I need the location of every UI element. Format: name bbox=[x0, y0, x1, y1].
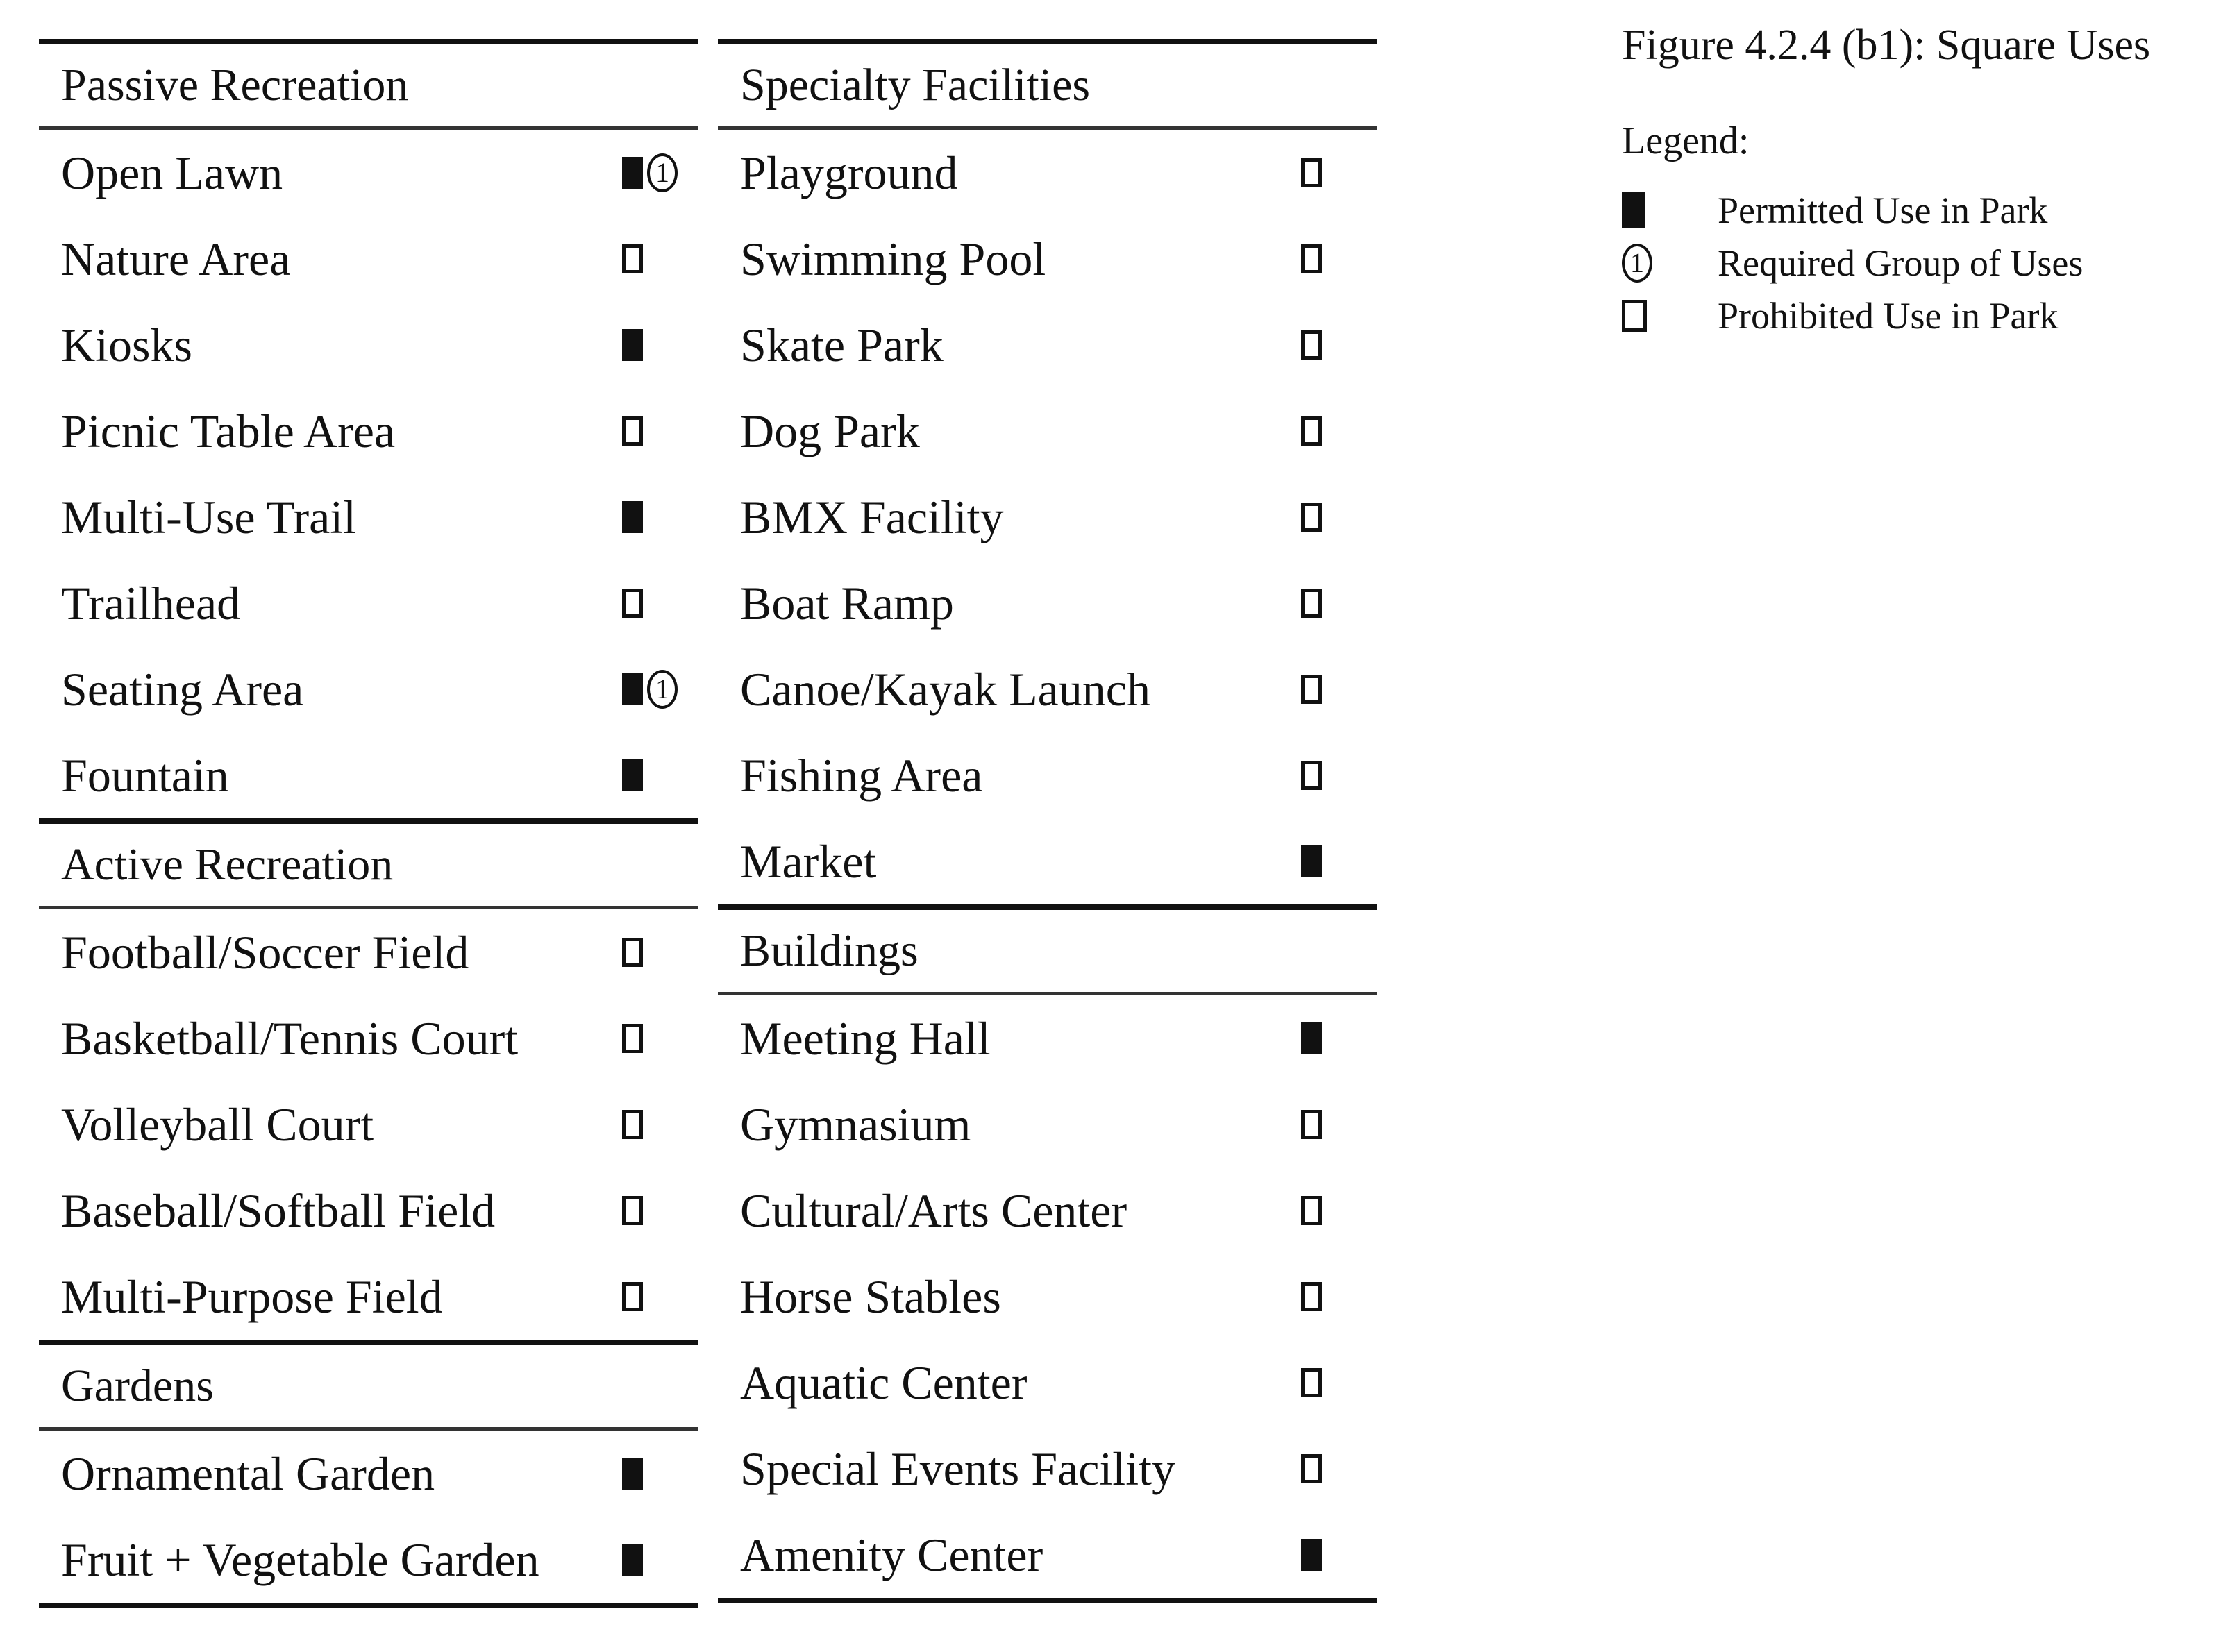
circled-one-icon: 1 bbox=[647, 670, 678, 709]
use-label: Multi-Use Trail bbox=[61, 490, 357, 543]
section-rule bbox=[39, 39, 698, 44]
use-row bbox=[718, 646, 1377, 732]
use-label: Picnic Table Area bbox=[61, 404, 396, 457]
figure-title: Figure 4.2.4 (b1): Square Uses bbox=[1622, 22, 2151, 69]
use-label: Volleyball Court bbox=[61, 1097, 374, 1151]
empty-square-icon bbox=[622, 1282, 643, 1311]
use-status bbox=[622, 1024, 698, 1053]
use-row bbox=[718, 732, 1377, 818]
middle-column bbox=[718, 39, 1377, 1603]
section-title-specialty-facilities: Specialty Facilities bbox=[740, 60, 1091, 110]
legend-label: Required Group of Uses bbox=[1718, 242, 2084, 284]
filled-square-icon bbox=[1301, 845, 1322, 877]
passive-recreation-list bbox=[39, 130, 698, 818]
use-status bbox=[622, 501, 698, 533]
use-status bbox=[1301, 1196, 1377, 1225]
use-status bbox=[1301, 845, 1377, 877]
use-label: Fruit + Vegetable Garden bbox=[61, 1533, 539, 1586]
use-status bbox=[622, 589, 698, 618]
section-rule bbox=[39, 1340, 698, 1345]
use-status bbox=[1301, 1110, 1377, 1139]
section-rule bbox=[39, 818, 698, 824]
use-label: Seating Area bbox=[61, 662, 304, 716]
use-label: Open Lawn bbox=[61, 146, 283, 199]
empty-square-icon bbox=[1301, 330, 1322, 360]
use-row bbox=[718, 1168, 1377, 1254]
use-status bbox=[622, 1282, 698, 1311]
empty-square-icon bbox=[622, 938, 643, 967]
empty-square-icon bbox=[1301, 761, 1322, 790]
buildings-list bbox=[718, 995, 1377, 1598]
use-label: Trailhead bbox=[61, 576, 241, 630]
use-status bbox=[1301, 1454, 1377, 1483]
use-label: Horse Stables bbox=[740, 1270, 1001, 1323]
use-row bbox=[39, 1431, 698, 1517]
use-row bbox=[39, 995, 698, 1081]
empty-square-icon bbox=[622, 244, 643, 273]
use-label: Football/Soccer Field bbox=[61, 925, 469, 979]
empty-square-icon bbox=[1301, 1454, 1322, 1483]
use-label: Cultural/Arts Center bbox=[740, 1183, 1127, 1237]
use-status bbox=[1301, 1282, 1377, 1311]
use-row bbox=[39, 1168, 698, 1254]
use-label: Swimming Pool bbox=[740, 232, 1046, 285]
use-row bbox=[718, 474, 1377, 560]
use-status bbox=[1301, 589, 1377, 618]
empty-square-icon bbox=[1301, 503, 1322, 532]
empty-square-icon bbox=[1622, 300, 1647, 332]
use-label: Fishing Area bbox=[740, 748, 983, 802]
use-label: Fountain bbox=[61, 748, 229, 802]
use-row bbox=[718, 130, 1377, 216]
gardens-list bbox=[39, 1431, 698, 1603]
use-row bbox=[39, 216, 698, 302]
empty-square-icon bbox=[1301, 1196, 1322, 1225]
use-label: Nature Area bbox=[61, 232, 291, 285]
filled-square-icon bbox=[622, 1458, 643, 1490]
use-status bbox=[1301, 503, 1377, 532]
empty-square-icon bbox=[1301, 416, 1322, 446]
legend-label: Prohibited Use in Park bbox=[1718, 295, 2059, 337]
use-status bbox=[1301, 244, 1377, 273]
legend-area bbox=[1622, 21, 2219, 342]
use-label: Dog Park bbox=[740, 404, 920, 457]
use-label: Skate Park bbox=[740, 318, 944, 371]
filled-square-icon bbox=[622, 501, 643, 533]
use-row bbox=[39, 302, 698, 388]
use-status bbox=[1301, 675, 1377, 704]
use-status bbox=[1301, 330, 1377, 360]
use-status bbox=[622, 759, 698, 791]
use-row bbox=[718, 388, 1377, 474]
empty-square-icon bbox=[1301, 675, 1322, 704]
use-status bbox=[1301, 158, 1377, 187]
use-status bbox=[622, 153, 698, 192]
use-row bbox=[39, 732, 698, 818]
use-status bbox=[1301, 1022, 1377, 1054]
use-row bbox=[718, 1254, 1377, 1340]
filled-square-icon bbox=[622, 673, 643, 705]
use-row bbox=[39, 474, 698, 560]
legend-item-required-group bbox=[1622, 237, 2219, 289]
section-title-gardens: Gardens bbox=[61, 1360, 214, 1411]
use-label: Basketball/Tennis Court bbox=[61, 1011, 519, 1065]
use-status bbox=[1301, 1539, 1377, 1571]
use-row bbox=[718, 1426, 1377, 1512]
filled-square-icon bbox=[622, 759, 643, 791]
empty-square-icon bbox=[1301, 244, 1322, 273]
circled-one-icon: 1 bbox=[647, 153, 678, 192]
use-status bbox=[1301, 1368, 1377, 1397]
use-row bbox=[718, 302, 1377, 388]
filled-square-icon bbox=[1622, 192, 1645, 228]
use-row bbox=[718, 1081, 1377, 1168]
empty-square-icon bbox=[622, 1196, 643, 1225]
use-row bbox=[39, 646, 698, 732]
use-label: BMX Facility bbox=[740, 490, 1004, 543]
use-status bbox=[1301, 761, 1377, 790]
empty-square-icon bbox=[1301, 589, 1322, 618]
use-row bbox=[39, 1254, 698, 1340]
use-label: Boat Ramp bbox=[740, 576, 954, 630]
section-rule bbox=[718, 39, 1377, 44]
use-status bbox=[622, 1544, 698, 1576]
use-row bbox=[39, 909, 698, 995]
empty-square-icon bbox=[1301, 1368, 1322, 1397]
use-label: Aquatic Center bbox=[740, 1356, 1028, 1409]
use-label: Amenity Center bbox=[740, 1528, 1043, 1581]
use-row bbox=[39, 560, 698, 646]
use-status bbox=[622, 1458, 698, 1490]
use-status bbox=[622, 329, 698, 361]
use-status bbox=[622, 244, 698, 273]
empty-square-icon bbox=[1301, 158, 1322, 187]
empty-square-icon bbox=[622, 416, 643, 446]
circled-one-icon: 1 bbox=[1622, 244, 1652, 283]
use-row bbox=[718, 560, 1377, 646]
use-row bbox=[39, 1081, 698, 1168]
use-status bbox=[622, 670, 698, 709]
section-rule bbox=[718, 1598, 1377, 1603]
legend-title: Legend: bbox=[1622, 119, 1750, 162]
use-status bbox=[622, 1110, 698, 1139]
section-rule bbox=[39, 1603, 698, 1608]
use-row bbox=[718, 1340, 1377, 1426]
use-row bbox=[718, 995, 1377, 1081]
use-status bbox=[1301, 416, 1377, 446]
use-label: Ornamental Garden bbox=[61, 1447, 435, 1500]
empty-square-icon bbox=[1301, 1110, 1322, 1139]
empty-square-icon bbox=[1301, 1282, 1322, 1311]
use-label: Gymnasium bbox=[740, 1097, 971, 1151]
empty-square-icon bbox=[622, 589, 643, 618]
section-rule bbox=[718, 904, 1377, 910]
use-status bbox=[622, 938, 698, 967]
use-label: Playground bbox=[740, 146, 958, 199]
active-recreation-list bbox=[39, 909, 698, 1340]
filled-square-icon bbox=[1301, 1022, 1322, 1054]
section-title-passive-recreation: Passive Recreation bbox=[61, 60, 409, 110]
use-row bbox=[718, 216, 1377, 302]
filled-square-icon bbox=[622, 157, 643, 189]
use-label: Canoe/Kayak Launch bbox=[740, 662, 1150, 716]
use-row bbox=[718, 818, 1377, 904]
empty-square-icon bbox=[622, 1024, 643, 1053]
use-status bbox=[622, 416, 698, 446]
use-label: Market bbox=[740, 834, 877, 888]
filled-square-icon bbox=[1301, 1539, 1322, 1571]
legend-label: Permitted Use in Park bbox=[1718, 189, 2048, 231]
use-label: Special Events Facility bbox=[740, 1442, 1175, 1495]
use-label: Meeting Hall bbox=[740, 1011, 991, 1065]
section-title-active-recreation: Active Recreation bbox=[61, 839, 394, 890]
use-row bbox=[39, 388, 698, 474]
filled-square-icon bbox=[622, 1544, 643, 1576]
use-status bbox=[622, 1196, 698, 1225]
use-row bbox=[718, 1512, 1377, 1598]
legend-item-permitted bbox=[1622, 184, 2219, 237]
use-row bbox=[39, 1517, 698, 1603]
use-label: Multi-Purpose Field bbox=[61, 1270, 443, 1323]
left-column bbox=[39, 39, 698, 1608]
filled-square-icon bbox=[622, 329, 643, 361]
specialty-facilities-list bbox=[718, 130, 1377, 904]
use-label: Kiosks bbox=[61, 318, 192, 371]
use-label: Baseball/Softball Field bbox=[61, 1183, 496, 1237]
section-title-buildings: Buildings bbox=[740, 925, 919, 976]
use-row bbox=[39, 130, 698, 216]
empty-square-icon bbox=[622, 1110, 643, 1139]
legend-item-prohibited bbox=[1622, 289, 2219, 342]
